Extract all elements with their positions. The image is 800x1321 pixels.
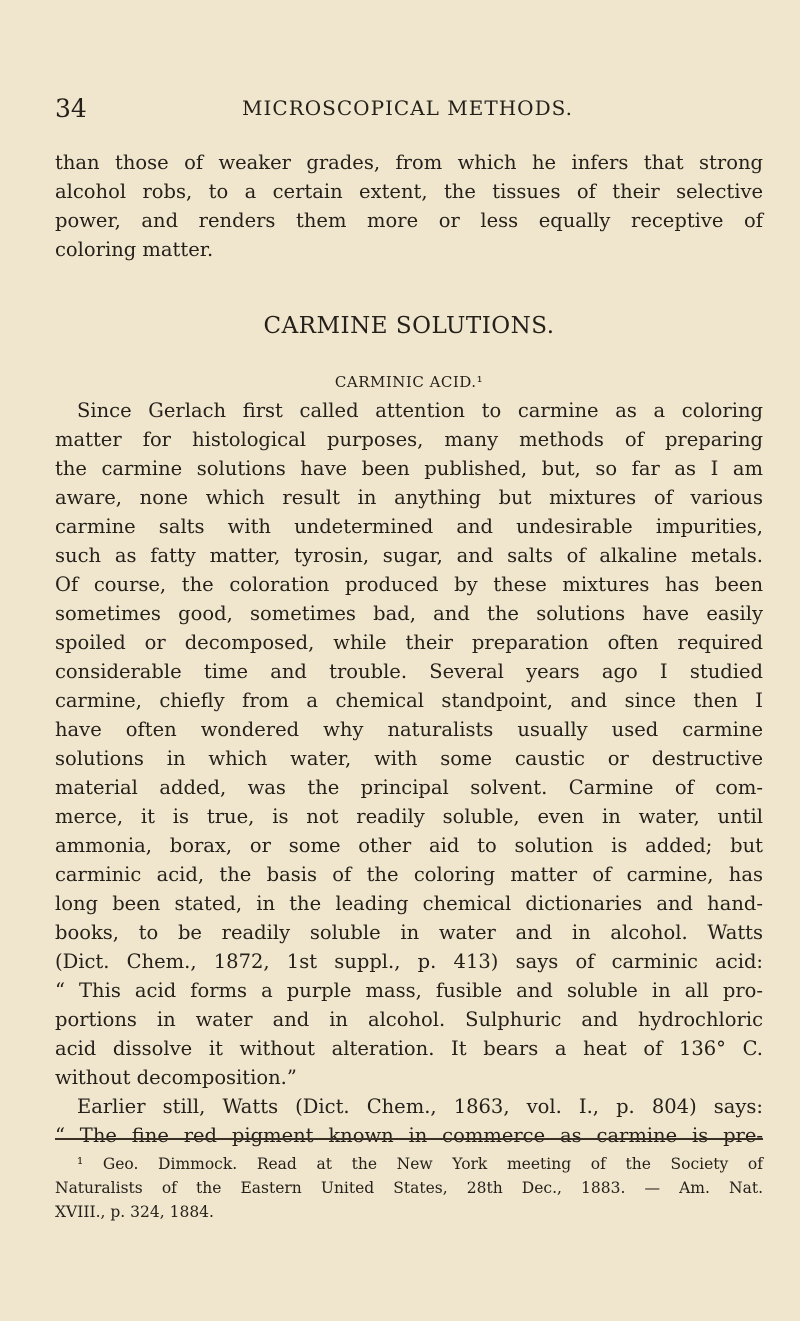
text-line: Earlier still, Watts (Dict. Chem., 1863, vol. I., p. 804) says:	[77, 1095, 763, 1118]
text-line: aware, none which result in anything but mixtures of various	[55, 486, 763, 509]
section-title: CARMINE SOLUTIONS.	[263, 313, 555, 339]
text-line: sometimes good, sometimes bad, and the solutions have easily	[55, 602, 763, 625]
text-line: than those of weaker grades, from which he infers that strong	[55, 151, 763, 174]
text-line: without decomposition.”	[55, 1066, 297, 1089]
subsection-title: CARMINIC ACID.¹	[334, 373, 484, 391]
footnote-divider	[55, 1138, 763, 1140]
text-line: carminic acid, the basis of the coloring matter of carmine, has	[55, 863, 763, 886]
text-line: coloring matter.	[55, 238, 214, 261]
text-line: alcohol robs, to a certain extent, the tissues of their selective	[55, 180, 763, 203]
text-line: books, to be readily soluble in water and in alcohol. Watts	[55, 921, 763, 944]
text-line: merce, it is true, is not readily soluble, even in water, until	[55, 805, 763, 828]
text-line: solutions in which water, with some caustic or destructive	[55, 747, 763, 770]
text-line: have often wondered why naturalists usually used carmine	[55, 718, 763, 741]
page-number: 34	[55, 94, 87, 123]
running-head: MICROSCOPICAL METHODS.	[242, 96, 573, 120]
text-line: considerable time and trouble. Several years ago I studied	[55, 660, 763, 683]
text-line: acid dissolve it without alteration. It bears a heat of 136° C.	[55, 1037, 763, 1060]
footnote-line: XVIII., p. 324, 1884.	[55, 1203, 214, 1221]
text-line: “ This acid forms a purple mass, fusible and soluble in all pro-	[55, 979, 763, 1002]
text-line: such as fatty matter, tyrosin, sugar, and salts of alkaline metals.	[55, 544, 763, 567]
paragraph-carminic-acid	[55, 396, 763, 1150]
text-line: portions in water and in alcohol. Sulphuric and hydrochloric	[55, 1008, 763, 1031]
paragraph-continued	[55, 148, 763, 264]
text-line: Of course, the coloration produced by these mixtures has been	[55, 573, 763, 596]
text-line: the carmine solutions have been published, but, so far as I am	[55, 457, 763, 480]
page-header	[55, 94, 760, 128]
footnote-line: ¹ Geo. Dimmock. Read at the New York meeting of the Society of	[77, 1155, 763, 1173]
text-line: ammonia, borax, or some other aid to solution is added; but	[55, 834, 763, 857]
text-line: matter for histological purposes, many methods of preparing	[55, 428, 763, 451]
text-line: carmine, chiefly from a chemical standpoint, and since then I	[55, 689, 763, 712]
footnote-line: Naturalists of the Eastern United States, 28th Dec., 1883. — Am. Nat.	[55, 1179, 763, 1197]
text-line: material added, was the principal solvent. Carmine of com-	[55, 776, 763, 799]
text-line: (Dict. Chem., 1872, 1st suppl., p. 413) says of carminic acid:	[55, 950, 763, 973]
text-line: spoiled or decomposed, while their preparation often required	[55, 631, 763, 654]
text-line: carmine salts with undetermined and undesirable impurities,	[55, 515, 763, 538]
text-line: “ The fine red pigment known in commerce as carmine is pre-	[55, 1124, 763, 1147]
text-line: long been stated, in the leading chemical dictionaries and hand-	[55, 892, 763, 915]
text-line: Since Gerlach first called attention to carmine as a coloring	[77, 399, 763, 422]
text-line: power, and renders them more or less equally receptive of	[55, 209, 763, 232]
footnote	[55, 1152, 763, 1224]
